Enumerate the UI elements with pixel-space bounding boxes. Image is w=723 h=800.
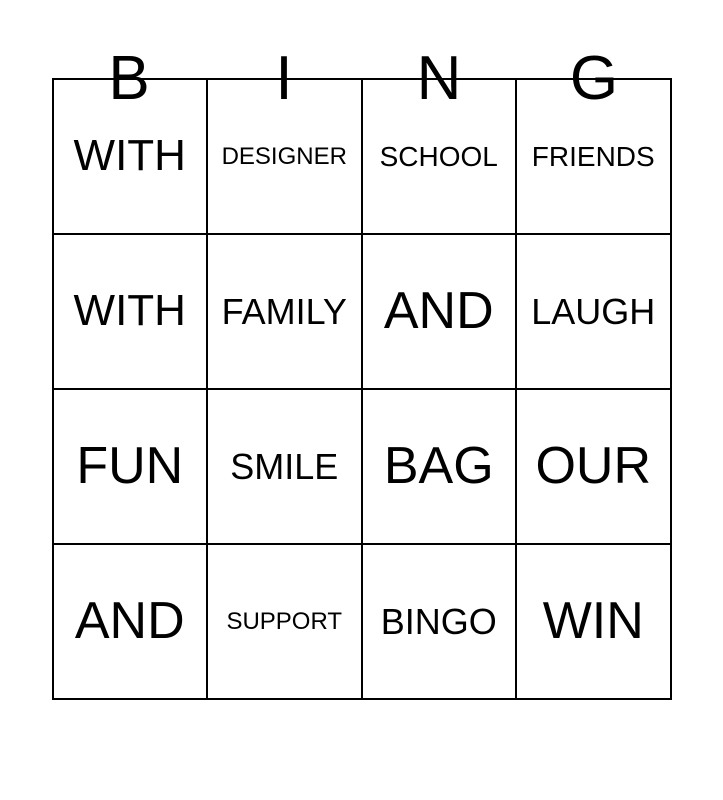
bingo-row bbox=[54, 80, 672, 235]
bingo-cell[interactable] bbox=[208, 235, 363, 390]
bingo-cell-label: FAMILY bbox=[221, 290, 347, 332]
bingo-cell[interactable] bbox=[208, 80, 363, 235]
bingo-header bbox=[52, 0, 672, 113]
bingo-cell[interactable] bbox=[363, 80, 518, 235]
bingo-cell[interactable] bbox=[517, 545, 672, 700]
bingo-cell-label: WITH bbox=[73, 286, 186, 336]
bingo-cell[interactable] bbox=[363, 235, 518, 390]
bingo-cell-label: AND bbox=[74, 592, 185, 651]
bingo-cell[interactable] bbox=[517, 390, 672, 545]
bingo-cell[interactable] bbox=[54, 235, 209, 390]
bingo-cell-label: SMILE bbox=[230, 445, 339, 487]
bingo-cell[interactable] bbox=[54, 545, 209, 700]
bingo-cell-label: SUPPORT bbox=[226, 607, 343, 635]
bingo-cell[interactable] bbox=[363, 390, 518, 545]
bingo-row bbox=[54, 235, 672, 390]
bingo-cell[interactable] bbox=[54, 80, 209, 235]
bingo-cell[interactable] bbox=[363, 545, 518, 700]
bingo-cell-label: OUR bbox=[535, 437, 652, 496]
bingo-row bbox=[54, 390, 672, 545]
bingo-cell-label: FUN bbox=[76, 437, 184, 496]
bingo-cell[interactable] bbox=[208, 390, 363, 545]
bingo-grid bbox=[52, 78, 672, 700]
bingo-cell-label: LAUGH bbox=[531, 290, 656, 332]
bingo-cell-label: WITH bbox=[73, 131, 186, 181]
header-letter-i: I bbox=[275, 44, 293, 113]
bingo-cell[interactable] bbox=[517, 235, 672, 390]
bingo-cell-label: SCHOOL bbox=[379, 140, 498, 172]
bingo-cell[interactable] bbox=[54, 390, 209, 545]
bingo-cell-label: FRIENDS bbox=[531, 140, 655, 172]
bingo-cell-label: DESIGNER bbox=[221, 142, 347, 170]
bingo-row bbox=[54, 545, 672, 700]
bingo-cell-label: BAG bbox=[383, 437, 494, 496]
bingo-cell-label: WIN bbox=[542, 592, 644, 651]
bingo-cell[interactable] bbox=[517, 80, 672, 235]
bingo-cell-label: BINGO bbox=[380, 600, 497, 642]
bingo-cell[interactable] bbox=[208, 545, 363, 700]
header-letter-g: G bbox=[569, 44, 619, 113]
bingo-cell-label: AND bbox=[383, 282, 494, 341]
header-letter-b: B bbox=[108, 44, 150, 113]
header-letter-n: N bbox=[416, 44, 462, 113]
